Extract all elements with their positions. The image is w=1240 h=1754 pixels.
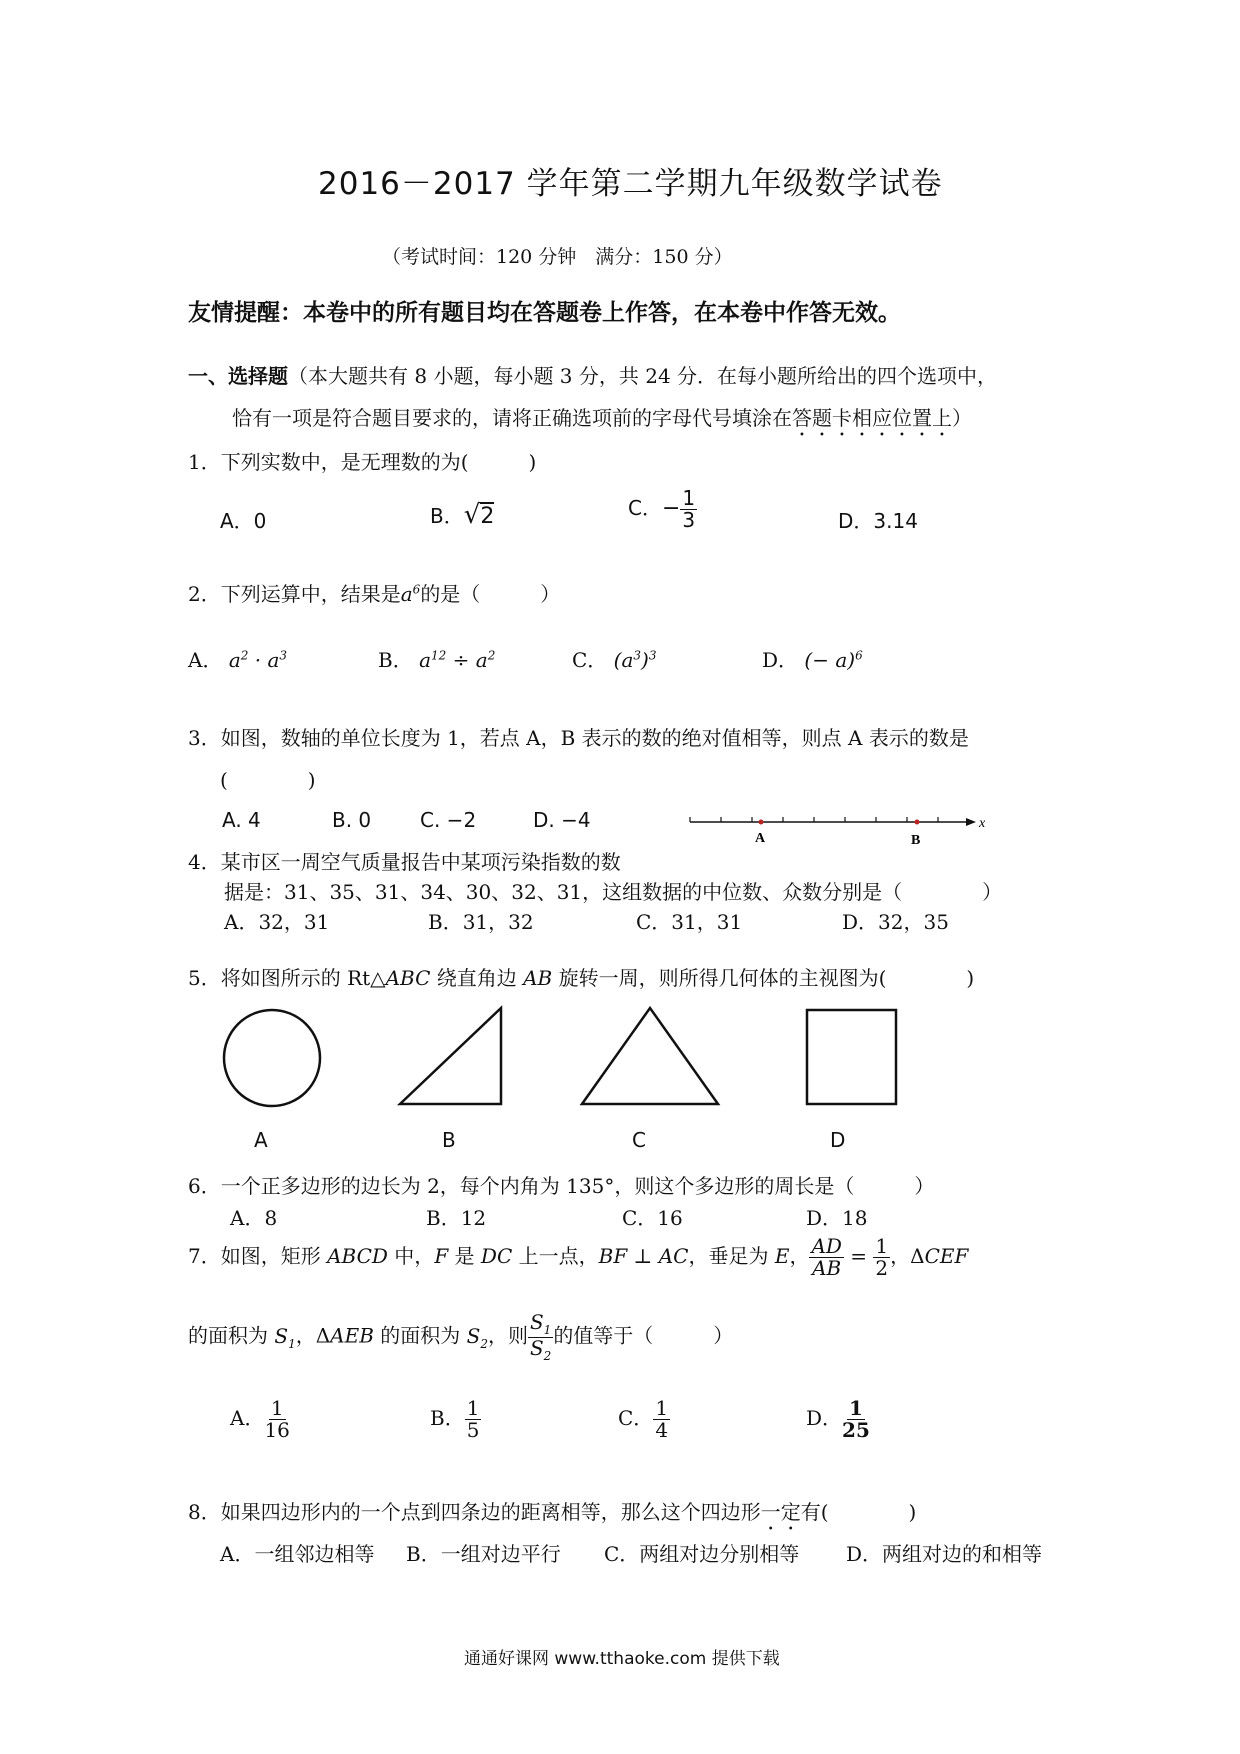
question-8-option-c: C．两组对边分别相等 — [604, 1542, 800, 1566]
number-line-figure — [684, 808, 994, 850]
numerator: 1 — [270, 1396, 284, 1420]
question-3-bracket: ( ) — [220, 768, 316, 792]
stem-text: ，Δ — [295, 1323, 331, 1348]
denominator: 3 — [682, 508, 696, 532]
stem-mid: 绕直角边 — [430, 966, 524, 990]
stem-pre: 8．如果四边形内的一个点到四条边的距离相等，那么这个四边形 — [188, 1500, 761, 1524]
option-label: B． — [430, 1406, 465, 1430]
stem-pre: 5．将如图所示的 Rt△ — [188, 966, 386, 990]
exam-title: 2016－2017 学年第二学期九年级数学试卷 — [318, 166, 943, 202]
denominator: AB — [812, 1256, 842, 1280]
stem-text: ，Δ — [890, 1244, 925, 1268]
math-expr: (− a)$^6$ — [804, 648, 863, 672]
sqrt-radicand: 2 — [480, 504, 495, 529]
stem-emphasis: 一定 — [760, 1500, 801, 1524]
question-5-label-c: C — [632, 1128, 646, 1152]
question-5-stem — [188, 962, 974, 991]
math-e: E — [774, 1244, 790, 1268]
question-4-stem-line1: 4．某市区一周空气质量报告中某项污染指数的数 — [188, 850, 621, 874]
shape-isosceles-triangle — [582, 1008, 718, 1104]
point-b-label: B — [911, 833, 921, 848]
question-6-option-c: C．16 — [622, 1206, 683, 1230]
denominator: 5 — [466, 1418, 480, 1442]
numerator: 1 — [849, 1396, 863, 1420]
option-label: D． — [806, 1406, 843, 1430]
math-dc: DC — [480, 1244, 513, 1268]
option-label: D． — [762, 648, 799, 672]
math-cef: CEF — [924, 1244, 969, 1268]
section-desc-2c: ） — [952, 406, 972, 430]
point-a-marker — [759, 820, 764, 825]
question-3-option-d: D. −4 — [533, 808, 591, 832]
question-4-option-c: C．31，31 — [636, 910, 743, 934]
question-7-option-b — [430, 1398, 481, 1441]
question-1-stem: 1．下列实数中，是无理数的为( ) — [188, 450, 537, 474]
section-heading: 一、选择题 — [188, 364, 288, 388]
section-heading-line1 — [188, 360, 997, 389]
point-b-marker — [915, 820, 920, 825]
question-2-option-b — [378, 644, 495, 673]
question-7-stem-line2 — [188, 1312, 733, 1362]
stem-post: 的是（ ） — [420, 582, 561, 606]
question-8-stem — [188, 1496, 916, 1535]
option-label: A． — [230, 1406, 265, 1430]
question-4-option-b: B．31，32 — [428, 910, 534, 934]
stem-text: 中， — [387, 1244, 435, 1268]
stem-text: 的值等于（ ） — [553, 1323, 734, 1348]
option-label: B． — [378, 648, 413, 672]
section-desc-2a: 恰有一项是符合题目要求的，请将正确选项前的字母代号填涂在 — [232, 406, 792, 430]
stem-post: 有( ) — [800, 1500, 917, 1524]
question-2-option-a — [188, 644, 287, 673]
equals-sign: = — [850, 1244, 868, 1268]
fraction — [465, 1398, 482, 1441]
question-5-label-b: B — [442, 1128, 456, 1152]
question-2-stem — [188, 578, 560, 607]
stem-text: 上一点， — [512, 1244, 599, 1268]
ratio-ad-ab — [809, 1236, 843, 1279]
shape-square — [807, 1010, 896, 1104]
question-5-label-d: D — [830, 1128, 846, 1152]
math-aeb: AEB — [330, 1323, 374, 1348]
ratio-s1-s2 — [528, 1312, 553, 1362]
question-6-option-d: D．18 — [806, 1206, 868, 1230]
question-2-option-c — [572, 644, 657, 673]
question-3-option-c: C. −2 — [420, 808, 477, 832]
minus-sign: − — [661, 496, 681, 521]
question-4-stem-line2: 据是：31、35、31、34、30、32、31，这组数据的中位数、众数分别是（ ） — [224, 880, 1003, 904]
fraction — [680, 488, 697, 531]
exam-notice: 友情提醒：本卷中的所有题目均在答题卷上作答，在本卷中作答无效。 — [188, 300, 901, 326]
axis-arrow-icon — [966, 818, 976, 826]
question-7-option-a — [230, 1398, 290, 1441]
option-c-label: C． — [628, 496, 662, 520]
stem-text: ，垂足为 — [688, 1244, 775, 1268]
numerator: 1 — [875, 1234, 889, 1258]
question-7-option-c — [618, 1398, 670, 1441]
fraction — [264, 1398, 289, 1441]
stem-pre: 2．下列运算中，结果是 — [188, 582, 401, 606]
footer-credit: 通通好课网 www.tthaoke.com 提供下载 — [464, 1649, 780, 1669]
question-6-option-a: A．8 — [230, 1206, 278, 1230]
question-8-option-d: D．两组对边的和相等 — [846, 1542, 1043, 1566]
math-expr: $a^2 \cdot a^3$ — [228, 648, 288, 672]
fraction — [653, 1398, 670, 1441]
question-6-stem: 6．一个正多边形的边长为 2，每个内角为 135°，则这个多边形的周长是（ ） — [188, 1174, 935, 1198]
shape-right-triangle — [400, 1008, 501, 1104]
math-s2: $S_2$ — [466, 1323, 488, 1351]
fraction-half — [873, 1236, 890, 1279]
question-3-stem: 3．如图，数轴的单位长度为 1，若点 A，B 表示的数的绝对值相等，则点 A 表示的数是 — [188, 726, 969, 750]
option-b-label: B． — [430, 504, 464, 528]
option-label: C． — [618, 1406, 654, 1430]
stem-text: 7．如图，矩形 — [188, 1244, 328, 1268]
math-bf-perp-ac: BF ⊥ AC — [598, 1244, 689, 1268]
numerator: 1 — [655, 1396, 669, 1420]
option-label: A． — [188, 648, 223, 672]
math-f: F — [434, 1244, 449, 1268]
math-s1: $S_1$ — [274, 1323, 296, 1351]
exam-subtitle: （考试时间：120 分钟 满分：150 分） — [382, 246, 733, 268]
question-5-shapes — [210, 1000, 910, 1120]
stem-text: 是 — [448, 1244, 481, 1268]
question-1-option-a: A．0 — [220, 509, 267, 533]
math-expr: $a^6$ — [400, 582, 421, 606]
question-3-option-b: B. 0 — [332, 808, 372, 832]
question-2-option-d — [762, 644, 863, 673]
option-label: C． — [572, 648, 608, 672]
stem-text: 的面积为 — [188, 1323, 275, 1348]
math-abc: ABC — [385, 966, 431, 990]
question-6-option-b: B．12 — [426, 1206, 487, 1230]
section-desc-2b: 答题卡相应位置上 — [792, 406, 952, 430]
denominator: 25 — [842, 1418, 870, 1442]
numerator: 1 — [682, 486, 696, 510]
stem-text: ， — [789, 1244, 810, 1268]
point-a-label: A — [755, 831, 766, 846]
axis-x-label: x — [979, 816, 986, 831]
shape-circle — [224, 1010, 320, 1106]
question-3-option-a: A. 4 — [222, 808, 261, 832]
math-expr: $a^{12} \div a^2$ — [419, 648, 496, 672]
math-expr: $(a^3)^3$ — [613, 648, 657, 672]
numerator: $S_1$ — [529, 1310, 552, 1337]
question-1-option-c — [628, 488, 697, 531]
section-heading-line2 — [232, 402, 972, 441]
denominator: $S_2$ — [529, 1335, 552, 1363]
sqrt-icon: √ — [463, 500, 481, 530]
question-5-label-a: A — [254, 1128, 268, 1152]
denominator: 2 — [875, 1256, 889, 1280]
question-1-option-d: D．3.14 — [838, 509, 918, 533]
stem-text: 的面积为 — [373, 1323, 467, 1348]
fraction — [842, 1398, 870, 1441]
question-7-stem-line1 — [188, 1236, 968, 1279]
question-4-option-d: D．32，35 — [842, 910, 949, 934]
question-7-option-d — [806, 1398, 870, 1441]
stem-post: 旋转一周，则所得几何体的主视图为( ) — [552, 966, 975, 990]
numerator: 1 — [466, 1396, 480, 1420]
question-4-option-a: A．32，31 — [224, 910, 330, 934]
math-ab: AB — [523, 966, 553, 990]
numerator: AD — [811, 1234, 842, 1258]
section-desc-1: （本大题共有 8 小题，每小题 3 分，共 24 分．在每小题所给出的四个选项中， — [288, 364, 998, 388]
stem-text: ，则 — [487, 1323, 528, 1348]
math-abcd: ABCD — [327, 1244, 388, 1268]
denominator: 16 — [264, 1418, 290, 1442]
question-8-option-b: B．一组对边平行 — [406, 1542, 561, 1566]
question-8-option-a: A．一组邻边相等 — [220, 1542, 375, 1566]
denominator: 4 — [655, 1418, 669, 1442]
question-1-option-b — [430, 500, 494, 530]
